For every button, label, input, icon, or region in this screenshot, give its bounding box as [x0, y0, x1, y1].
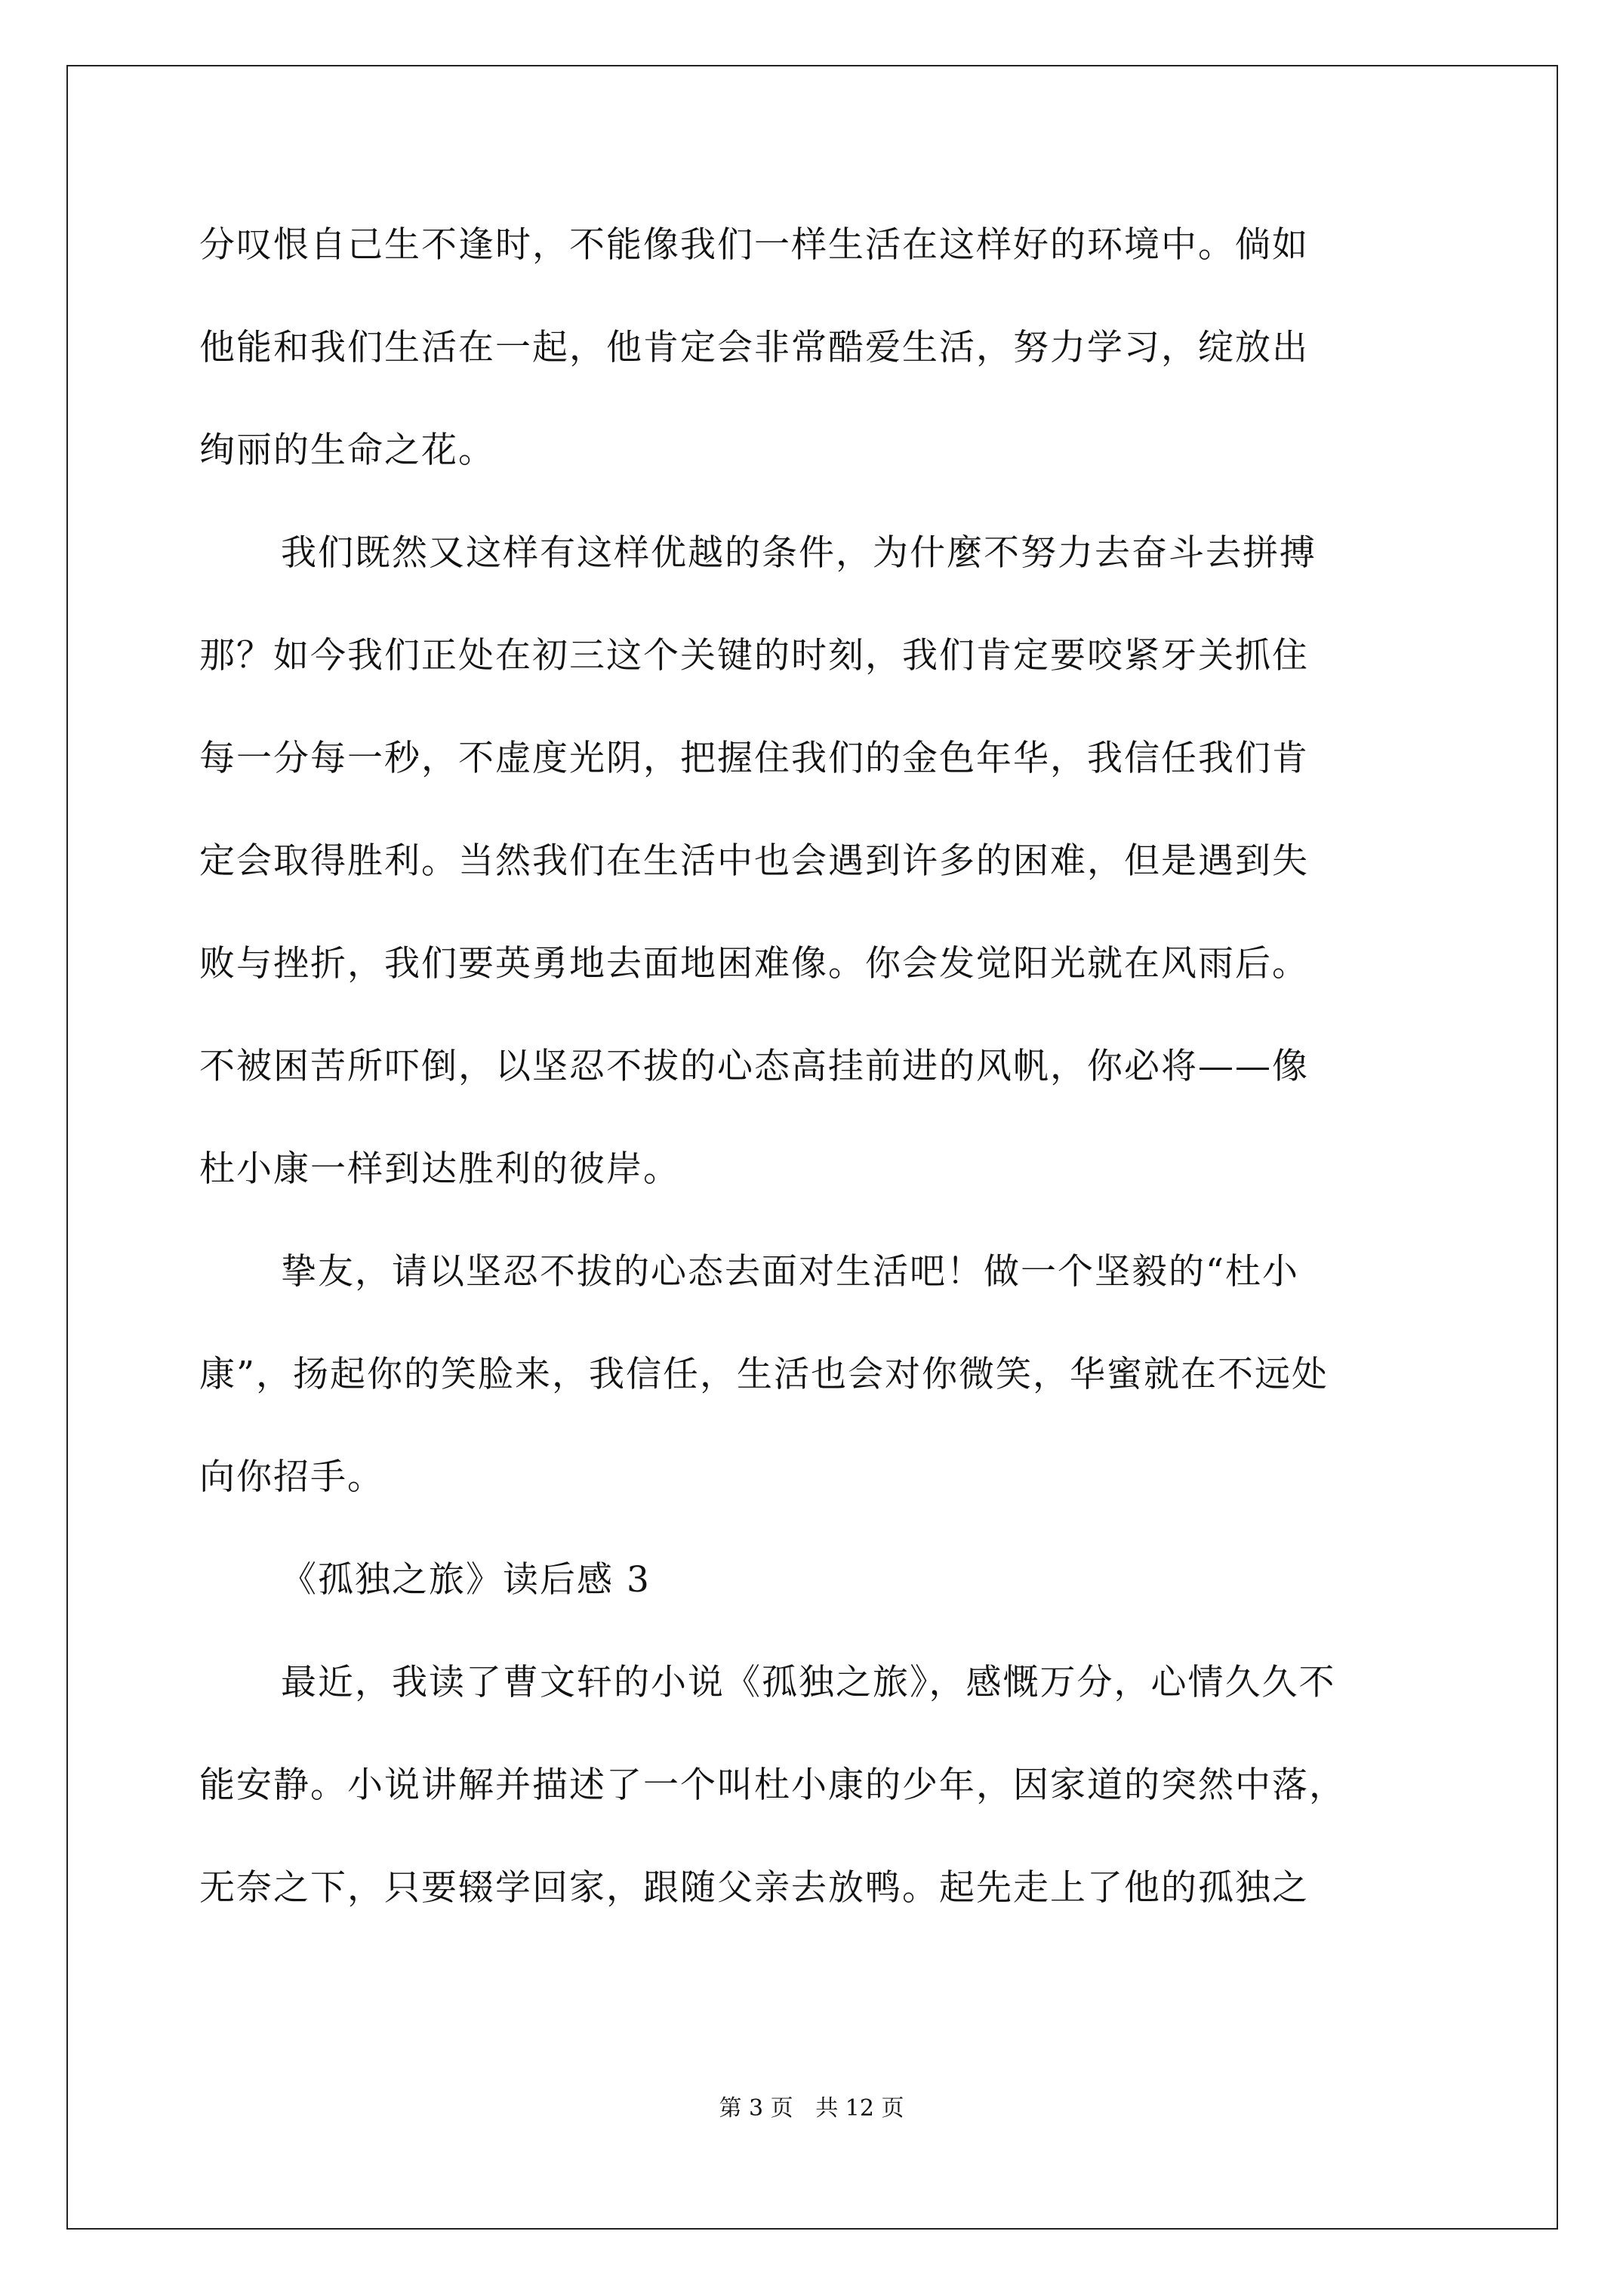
paragraph-start-line: 挚友，请以坚忍不拔的心态去面对生活吧！做一个坚毅的“杜小 [281, 1251, 1300, 1293]
text-line: 绚丽的生命之花。 [199, 430, 495, 471]
text-line: 能安静。小说讲解并描述了一个叫杜小康的少年，因家道的突然中落， [199, 1764, 1346, 1806]
text-line: 那？如今我们正处在初三这个关键的时刻，我们肯定要咬紧牙关抓住 [199, 635, 1309, 676]
text-line: 杜小康一样到达胜利的彼岸。 [199, 1148, 680, 1190]
paragraph-start-line: 我们既然又这样有这样优越的条件，为什麼不努力去奋斗去拼搏 [281, 532, 1317, 574]
text-line: 每一分每一秒，不虚度光阴，把握住我们的金色年华，我信任我们肯 [199, 738, 1309, 779]
text-line: 康”，扬起你的笑脸来，我信任，生活也会对你微笑，华蜜就在不远处 [199, 1354, 1329, 1395]
text-line: 他能和我们生活在一起，他肯定会非常酷爱生活，努力学习，绽放出 [199, 327, 1309, 368]
page-total: 共 12 页 [815, 2095, 904, 2122]
text-line: 不被困苦所吓倒，以坚忍不拔的心态高挂前进的风帆，你必将——像 [199, 1046, 1309, 1087]
page-number: 第 3 页 [719, 2095, 793, 2122]
text-line: 败与挫折，我们要英勇地去面地困难像。你会发觉阳光就在风雨后。 [199, 943, 1309, 985]
text-line: 定会取得胜利。当然我们在生活中也会遇到许多的困难，但是遇到失 [199, 840, 1309, 882]
page-footer [0, 2094, 1623, 2124]
text-line: 分叹恨自己生不逢时，不能像我们一样生活在这样好的环境中。倘如 [199, 224, 1309, 266]
paragraph-start-line: 最近，我读了曹文轩的小说《孤独之旅》，感慨万分，心情久久不 [281, 1662, 1336, 1703]
text-line: 向你招手。 [199, 1456, 384, 1498]
text-line: 无奈之下，只要辍学回家，跟随父亲去放鸭。起先走上了他的孤独之 [199, 1867, 1309, 1909]
section-heading: 《孤独之旅》读后感 3 [281, 1559, 651, 1601]
